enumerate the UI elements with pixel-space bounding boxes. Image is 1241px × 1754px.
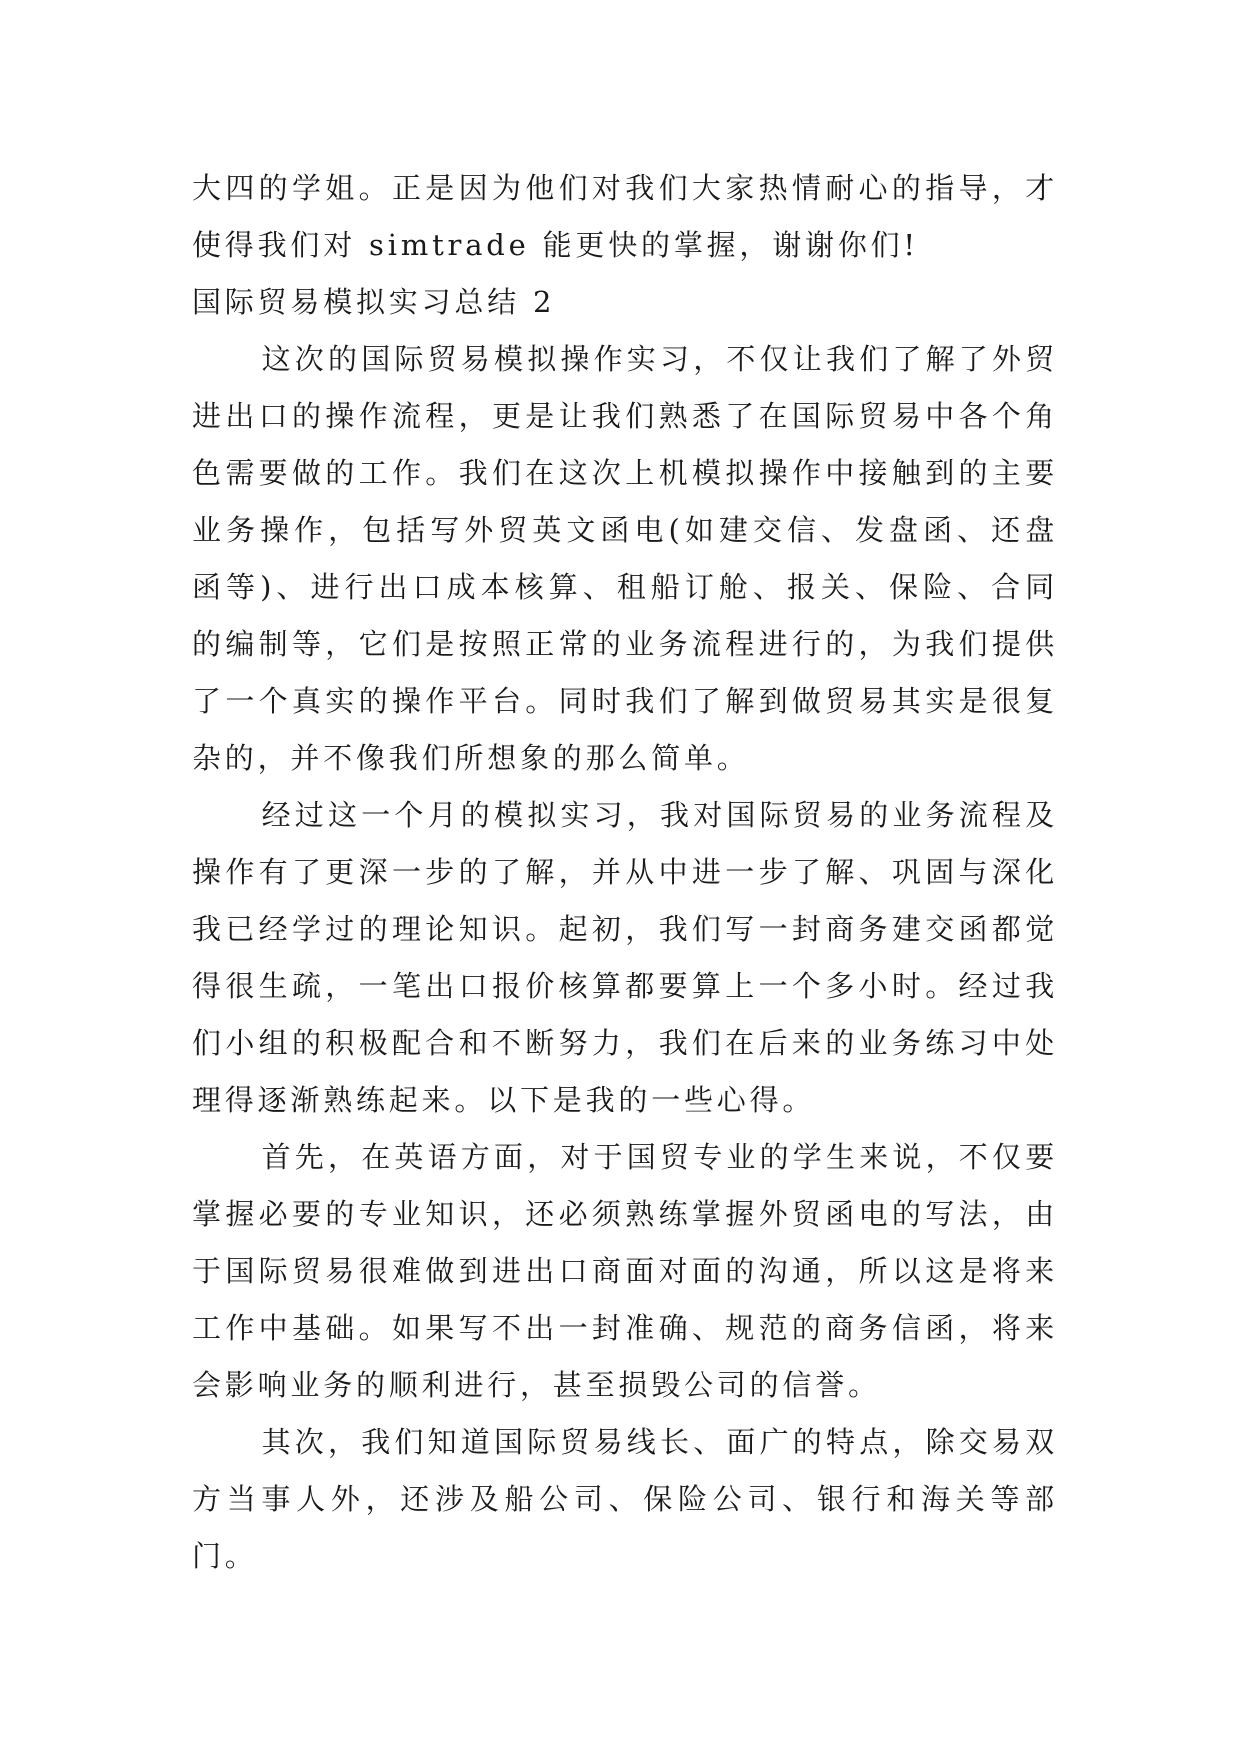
paragraph-4: 其次，我们知道国际贸易线长、面广的特点，除交易双方当事人外，还涉及船公司、保险公司、银行和海关等部门。	[192, 1425, 1058, 1573]
paragraph-3: 首先，在英语方面，对于国贸专业的学生来说，不仅要掌握必要的专业知识，还必须熟练掌握外贸函电的写法，由于国际贸易很难做到进出口商面对面的沟通，所以这是将来工作中基础。如果写不出一封准确、规范的商务信函，将来会影响业务的顺利进行，甚至损毁公司的信誉。	[192, 1140, 1058, 1402]
paragraph-2: 经过这一个月的模拟实习，我对国际贸易的业务流程及操作有了更深一步的了解，并从中进一步了解、巩固与深化我已经学过的理论知识。起初，我们写一封商务建交函都觉得很生疏，一笔出口报价核算都要算上一个多小时。经过我们小组的积极配合和不断努力，我们在后来的业务练习中处理得逐渐熟练起来。以下是我的一些心得。	[192, 798, 1058, 1117]
document-body	[192, 160, 1058, 1585]
paragraph-continuation: 大四的学姐。正是因为他们对我们大家热情耐心的指导，才使得我们对 simtrade 能更快的掌握，谢谢你们!	[192, 171, 1058, 262]
section-heading: 国际贸易模拟实习总结 2	[192, 285, 556, 319]
paragraph-1: 这次的国际贸易模拟操作实习，不仅让我们了解了外贸进出口的操作流程，更是让我们熟悉了在国际贸易中各个角色需要做的工作。我们在这次上机模拟操作中接触到的主要业务操作，包括写外贸英文函电(如建交信、发盘函、还盘函等)、进行出口成本核算、租船订舱、报关、保险、合同的编制等，它们是按照正常的业务流程进行的，为我们提供了一个真实的操作平台。同时我们了解到做贸易其实是很复杂的，并不像我们所想象的那么简单。	[192, 342, 1058, 775]
